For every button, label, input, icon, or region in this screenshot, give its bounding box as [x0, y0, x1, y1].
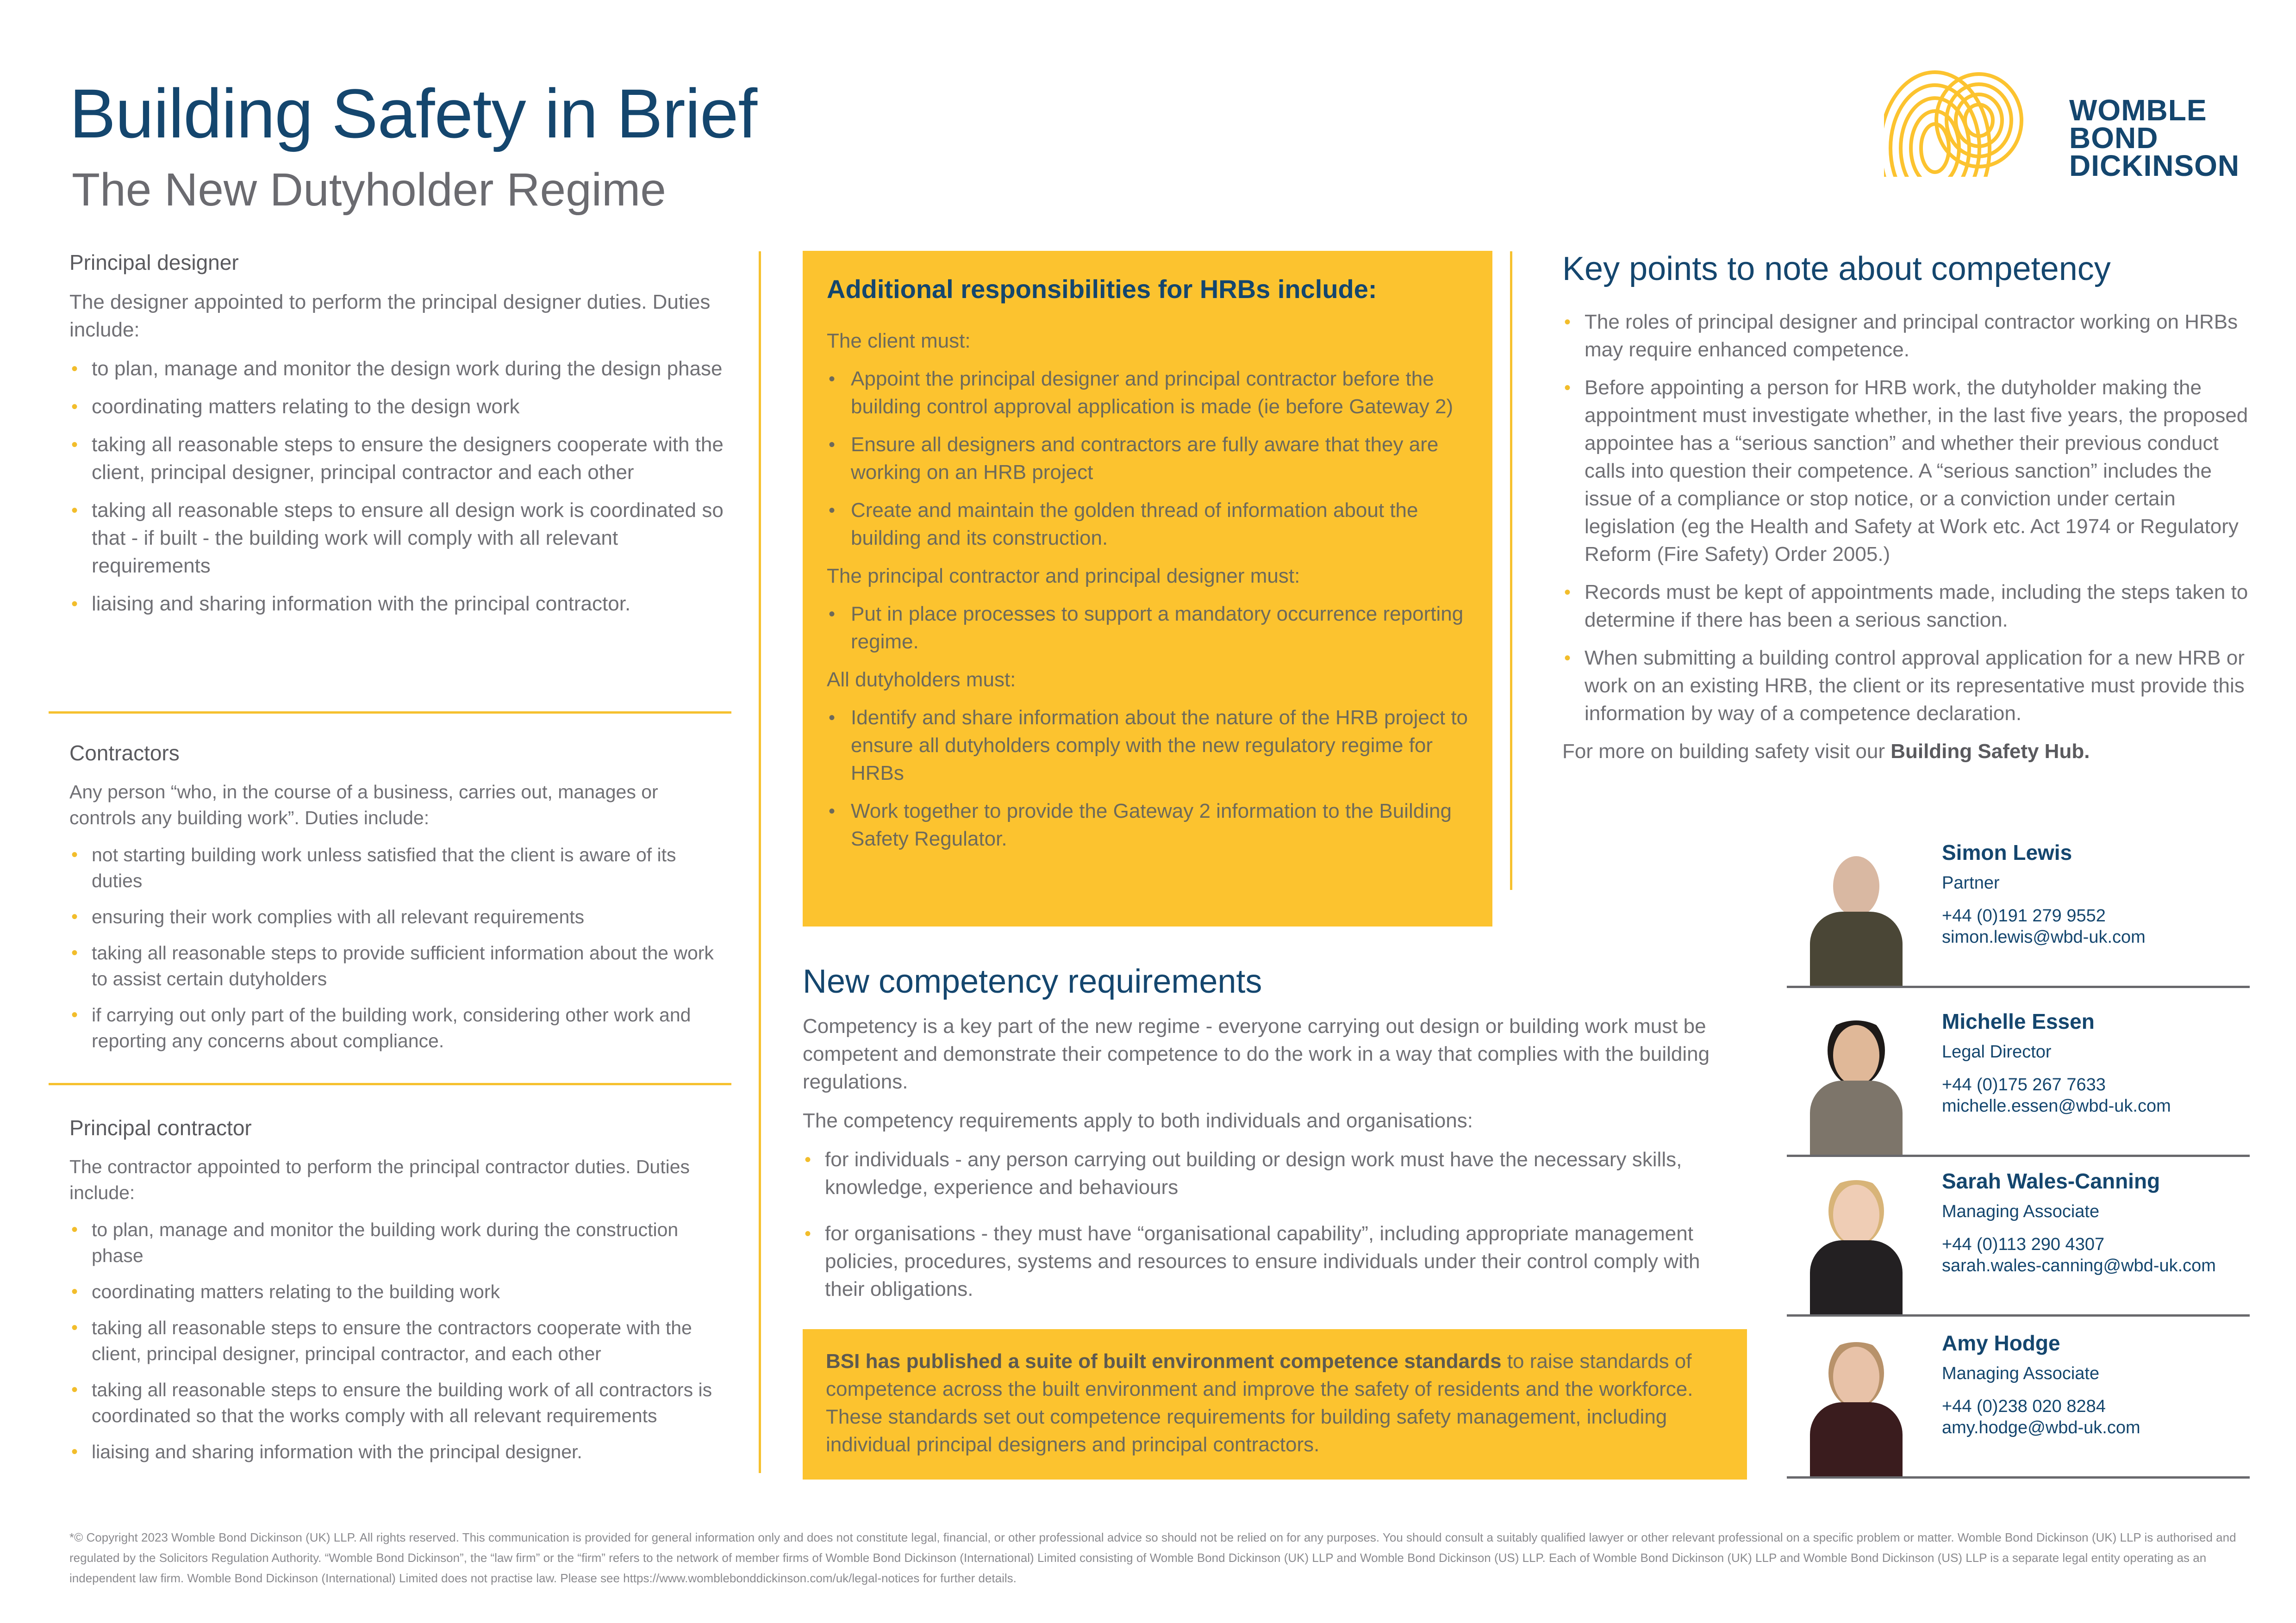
list-item: • for individuals - any person carrying out building or design work must have the necessary skills, knowledge, experience and behaviours	[803, 1146, 1733, 1201]
logo-text-line2: BOND	[2069, 121, 2159, 155]
divider	[49, 1083, 731, 1085]
contact-name: Amy Hodge	[1942, 1331, 2060, 1355]
list-item: • Put in place processes to support a mandatory occurrence reporting regime.	[827, 600, 1468, 656]
section-principal-designer	[69, 250, 727, 628]
list-item: • The roles of principal designer and principal contractor working on HRBs may require enhanced competence.	[1562, 308, 2257, 364]
divider	[49, 711, 731, 714]
contact-role: Managing Associate	[1942, 1364, 2100, 1383]
page-subtitle: The New Dutyholder Regime	[72, 164, 666, 216]
list-item: • to plan, manage and monitor the building work during the construction phase	[69, 1217, 727, 1269]
logo-text-line1: WOMBLE	[2069, 93, 2207, 127]
list-item: • When submitting a building control approval application for a new HRB or work on an existing HRB, the client or its representative must provide this information by way of a competence declaration.	[1562, 644, 2257, 728]
box-heading: Additional responsibilities for HRBs include:	[827, 274, 1377, 304]
logo-text-line3: DICKINSON	[2069, 149, 2240, 182]
contact-phone[interactable]: +44 (0)175 267 7633	[1942, 1075, 2106, 1094]
list-item: • not starting building work unless satisfied that the client is aware of its duties	[69, 842, 727, 894]
contact-card	[1787, 1155, 2250, 1317]
section-intro: The contractor appointed to perform the principal contractor duties. Duties include:	[69, 1156, 690, 1204]
section-heading: Principal designer	[69, 250, 239, 274]
list-item: • liaising and sharing information with the principal designer.	[69, 1439, 727, 1465]
building-safety-hub-link[interactable]: Building Safety Hub.	[1890, 740, 2090, 763]
all-dutyholders-label: All dutyholders must:	[827, 668, 1016, 691]
list-item: • Work together to provide the Gateway 2 information to the Building Safety Regulator.	[827, 797, 1468, 853]
contact-email[interactable]: amy.hodge@wbd-uk.com	[1942, 1418, 2140, 1437]
list-item: • Identify and share information about the nature of the HRB project to ensure all dutyholders comply with the new regulatory regime for HRBs	[827, 704, 1468, 787]
section-heading: New competency requirements	[803, 963, 1262, 1000]
contact-email[interactable]: simon.lewis@wbd-uk.com	[1942, 927, 2146, 947]
section-heading: Key points to note about competency	[1562, 250, 2111, 287]
list-item: • coordinating matters relating to the building work	[69, 1279, 727, 1305]
logo-rings-icon	[1884, 69, 2060, 185]
section-intro: Any person “who, in the course of a business, carries out, manages or controls any building work”. Duties include:	[69, 781, 658, 829]
avatar	[1810, 852, 1903, 986]
client-label: The client must:	[827, 330, 971, 352]
list-item: • taking all reasonable steps to provide sufficient information about the work to assist certain dutyholders	[69, 940, 727, 992]
contact-name: Sarah Wales-Canning	[1942, 1169, 2160, 1193]
list-item: • Records must be kept of appointments made, including the steps taken to determine if there has been a serious sanction.	[1562, 578, 2257, 634]
contact-role: Partner	[1942, 873, 2000, 893]
pc-pd-label: The principal contractor and principal designer must:	[827, 565, 1300, 587]
contact-role: Legal Director	[1942, 1042, 2052, 1062]
contact-phone[interactable]: +44 (0)113 290 4307	[1942, 1235, 2105, 1254]
section-key-points	[1562, 250, 2257, 777]
bsi-standards-box	[803, 1329, 1747, 1480]
list-item: • Before appointing a person for HRB work, the dutyholder making the appointment must investigate whether, in the last five years, the proposed appointee has a “serious sanction” and whether their previous conduct calls into question their competence. A “serious sanction” includes the issue of a compliance or stop notice, or a conviction under certain legislation (eg the Health and Safety at Work etc. Act 1974 or Regulatory Reform (Fire Safety) Order 2005.)	[1562, 374, 2257, 568]
list-item: • taking all reasonable steps to ensure the designers cooperate with the client, principal designer, principal contractor and each other	[69, 431, 727, 486]
bsi-text: to raise standards of competence across the built environment and improve the safety of residents and the workforce. These standards set out competence requirements for building safety management, including individual principal designers and principal contractors.	[826, 1350, 1693, 1456]
list-item: • liaising and sharing information with the principal contractor.	[69, 590, 727, 618]
list-item: • coordinating matters relating to the design work	[69, 393, 727, 421]
section-contractors	[69, 740, 727, 1064]
avatar	[1810, 1342, 1903, 1476]
list-item: • ensuring their work complies with all relevant requirements	[69, 904, 727, 930]
list-item: • for organisations - they must have “organisational capability”, including appropriate management policies, procedures, systems and resources to ensure individuals under their control comply with their obligations.	[803, 1220, 1733, 1303]
competency-intro: Competency is a key part of the new regime - everyone carrying out design or building work must be competent and demonstrate their competence to do the work in a way that complies with the building regulations.	[803, 1015, 1710, 1093]
section-heading: Contractors	[69, 741, 180, 765]
hrb-responsibilities-box	[803, 251, 1492, 927]
avatar	[1810, 1180, 1903, 1314]
section-heading: Principal contractor	[69, 1116, 252, 1140]
legal-footer: *© Copyright 2023 Womble Bond Dickinson (UK) LLP. All rights reserved. This communication is provided for general information only and does not constitute legal, financial, or other professional advice so should not be relied on for any purposes. You should consult a suitably qualified lawyer or other relevant professional on a specific problem or matter. Womble Bond Dickinson (UK) LLP is authorised and regulated by the Solicitors Regulation Authority. “Womble Bond Dickinson”, the “law firm” or the “firm” refers to the network of member firms of Womble Bond Dickinson (International) Limited consisting of Womble Bond Dickinson (UK) LLP and Womble Bond Dickinson (US) LLP. Each of Womble Bond Dickinson (UK) LLP and Womble Bond Dickinson (US) LLP is a separate legal entity operating as an independent law firm. Womble Bond Dickinson (International) Limited does not practise law. Please see https://www.womblebonddickinson.com/uk/legal-notices for further details.	[69, 1530, 2236, 1585]
contact-phone[interactable]: +44 (0)191 279 9552	[1942, 906, 2106, 926]
list-item: • to plan, manage and monitor the design work during the design phase	[69, 355, 727, 383]
contact-email[interactable]: michelle.essen@wbd-uk.com	[1942, 1096, 2171, 1116]
list-item: • if carrying out only part of the building work, considering other work and reporting any concerns about compliance.	[69, 1002, 727, 1054]
list-item: • Appoint the principal designer and principal contractor before the building control approval application is made (ie before Gateway 2)	[827, 365, 1468, 421]
company-logo	[1884, 69, 2268, 185]
section-new-competency	[803, 963, 1733, 1313]
column-divider	[759, 251, 761, 1473]
list-item: • Create and maintain the golden thread of information about the building and its construction.	[827, 497, 1468, 552]
page-title: Building Safety in Brief	[69, 75, 757, 152]
contact-card	[1787, 826, 2250, 988]
contact-name: Simon Lewis	[1942, 840, 2072, 864]
list-item: • taking all reasonable steps to ensure the building work of all contractors is coordinated so that the works comply with all relevant requirements	[69, 1377, 727, 1429]
list-item: • taking all reasonable steps to ensure the contractors cooperate with the client, principal designer, principal contractor, and each other	[69, 1315, 727, 1367]
contact-role: Managing Associate	[1942, 1202, 2100, 1221]
list-item: • taking all reasonable steps to ensure all design work is coordinated so that - if built - the building work will comply with all relevant requirements	[69, 497, 727, 580]
contact-name: Michelle Essen	[1942, 1009, 2095, 1033]
contact-email[interactable]: sarah.wales-canning@wbd-uk.com	[1942, 1256, 2216, 1275]
contact-card	[1787, 995, 2250, 1157]
contact-phone[interactable]: +44 (0)238 020 8284	[1942, 1397, 2106, 1416]
hub-line: For more on building safety visit our Building Safety Hub.	[1562, 740, 2090, 763]
avatar	[1810, 1020, 1903, 1155]
contact-card	[1787, 1317, 2250, 1479]
section-principal-contractor	[69, 1115, 727, 1475]
competency-apply: The competency requirements apply to both individuals and organisations:	[803, 1109, 1473, 1132]
bsi-standards-link[interactable]: BSI has published a suite of built environment competence standards	[826, 1350, 1502, 1373]
column-divider	[1510, 251, 1512, 890]
list-item: • Ensure all designers and contractors are fully aware that they are working on an HRB project	[827, 431, 1468, 486]
section-intro: The designer appointed to perform the principal designer duties. Duties include:	[69, 291, 711, 342]
